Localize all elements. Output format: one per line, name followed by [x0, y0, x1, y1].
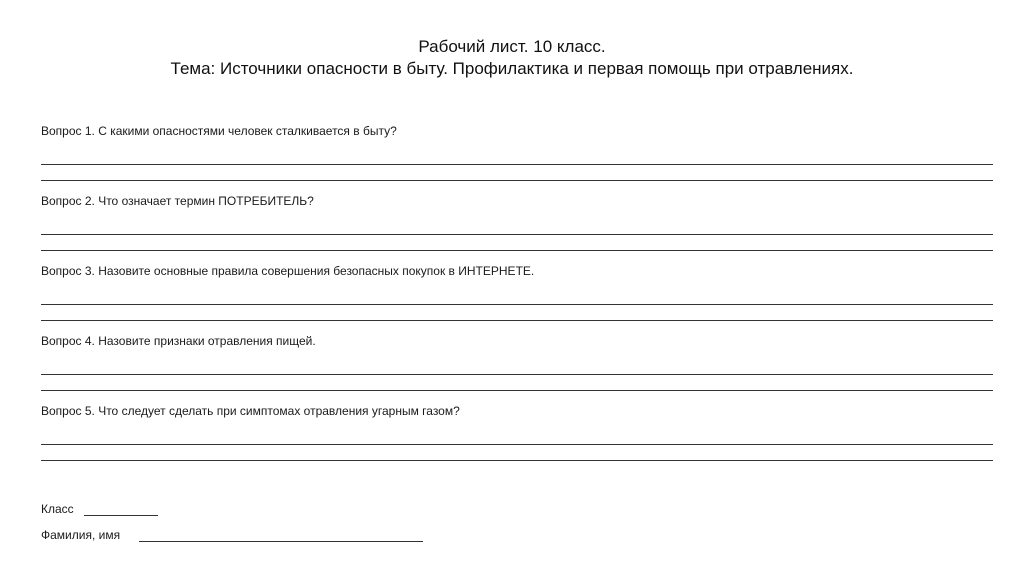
question-1-answer-line-2[interactable] [41, 180, 993, 181]
name-fill-line[interactable] [139, 541, 423, 542]
question-3-answer-line-2[interactable] [41, 320, 993, 321]
question-5-label: Вопрос 5. Что следует сделать при симптомах отравления угарным газом? [41, 404, 460, 418]
question-5-answer-line-2[interactable] [41, 460, 993, 461]
question-1-label: Вопрос 1. С какими опасностями человек сталкивается в быту? [41, 124, 397, 138]
question-5-answer-line-1[interactable] [41, 444, 993, 445]
question-4-answer-line-1[interactable] [41, 374, 993, 375]
worksheet-topic: Тема: Источники опасности в быту. Профилактика и первая помощь при отравлениях. [170, 59, 854, 78]
question-4-label: Вопрос 4. Назовите признаки отравления пищей. [41, 334, 316, 348]
class-label: Класс [41, 502, 74, 516]
question-4-answer-line-2[interactable] [41, 390, 993, 391]
question-2-answer-line-2[interactable] [41, 250, 993, 251]
name-label: Фамилия, имя [41, 528, 121, 542]
worksheet-title: Рабочий лист. 10 класс. [418, 37, 606, 56]
question-1-answer-line-1[interactable] [41, 164, 993, 165]
question-3-answer-line-1[interactable] [41, 304, 993, 305]
question-2-label: Вопрос 2. Что означает термин ПОТРЕБИТЕЛЬ? [41, 194, 314, 208]
question-2-answer-line-1[interactable] [41, 234, 993, 235]
question-3-label: Вопрос 3. Назовите основные правила совершения безопасных покупок в ИНТЕРНЕТЕ. [41, 264, 535, 278]
class-fill-line[interactable] [84, 515, 158, 516]
